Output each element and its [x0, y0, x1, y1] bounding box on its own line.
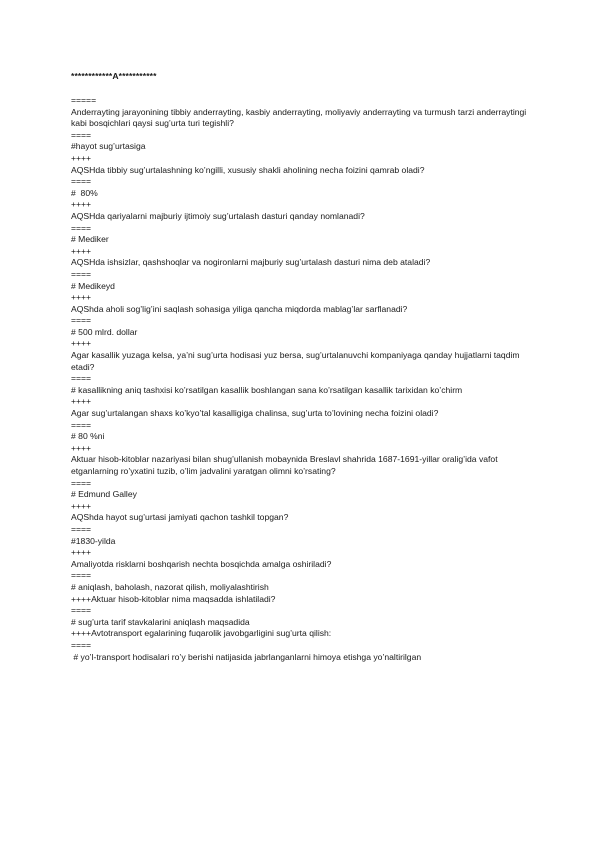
- answer-line: #hayot sug’urtasiga: [71, 141, 146, 152]
- separator-equals: ====: [71, 129, 92, 140]
- question-line: AQSHda qariyalarni majburiy ijtimoiy sug’urtalash dasturi qanday nomlanadi?: [71, 210, 365, 221]
- separator-plus: ++++: [71, 547, 92, 558]
- answer-line: # 80%: [71, 187, 98, 198]
- separator-equals: ====: [71, 373, 92, 384]
- separator-plus: ++++: [71, 292, 92, 303]
- separator-equals: ====: [71, 605, 92, 616]
- answer-line: # sug’urta tarif stavkalarini aniqlash maqsadida: [71, 616, 250, 627]
- question-line: Agar kasallik yuzaga kelsa, ya’ni sug’urta hodisasi yuz bersa, sug’urtalanuvchi kompaniyaga qanday hujjatlarni taqdim etadi?: [71, 350, 522, 372]
- separator-equals: ====: [71, 222, 92, 233]
- answer-line: # 500 mlrd. dollar: [71, 326, 138, 337]
- separator-plus: ++++: [71, 500, 92, 511]
- separator-plus: ++++: [71, 338, 92, 349]
- separator-equals: ====: [71, 477, 92, 488]
- answer-line: # 80 %ni: [71, 431, 105, 442]
- separator-equals: ====: [71, 419, 92, 430]
- separator-equals: ====: [71, 315, 92, 326]
- answer-line: #1830-yilda: [71, 535, 116, 546]
- separator-equals: ====: [71, 268, 92, 279]
- question-line: Anderrayting jarayonining tibbiy anderrayting, kasbiy anderrayting, moliyaviy anderrayting va turmush tarzi anderraytingi kabi bosqichlari qaysi sug’urta turi tegishli?: [71, 106, 529, 129]
- separator-plus: ++++: [71, 152, 92, 163]
- separator-equals: ====: [71, 570, 92, 581]
- question-line: AQSHda ishsizlar, qashshoqlar va nogironlarni majburiy sug’urtalash dasturi nima deb ataladi?: [71, 257, 431, 268]
- question-list: [71, 95, 531, 663]
- question-line: AQShda aholi sog’lig’ini saqlash sohasiga yiliga qancha miqdorda mablag’lar sarflanadi?: [71, 303, 408, 314]
- separator-equals: =====: [71, 95, 97, 105]
- question-line: AQSHda tibbiy sug’urtalashning ko’ngilli, xususiy shakli aholining necha foizini qamrab oladi?: [71, 164, 425, 175]
- separator-equals: ====: [71, 639, 92, 650]
- answer-line: # kasallikning aniq tashxisi ko’rsatilgan kasallik boshlangan sana ko’rsatilgan kasallik tarixidan ko’chirm: [71, 384, 463, 395]
- answer-line: # aniqlash, baholash, nazorat qilish, moliyalashtirish: [71, 581, 269, 592]
- document-heading: ************A***********: [71, 71, 157, 81]
- question-line: AQShda hayot sug’urtasi jamiyati qachon tashkil topgan?: [71, 512, 289, 523]
- separator-plus: ++++: [71, 396, 92, 407]
- question-line: ++++Avtotransport egalarining fuqarolik javobgarligini sug’urta qilish:: [71, 628, 332, 639]
- question-line: Agar sug’urtalangan shaxs ko’kyo’tal kasalligiga chalinsa, sug’urta to’lovining necha foizini oladi?: [71, 408, 439, 419]
- question-line: Amaliyotda risklarni boshqarish nechta bosqichda amalga oshiriladi?: [71, 558, 332, 569]
- answer-line: # yo’l-transport hodisalari ro’y berishi natijasida jabrlanganlarni himoya etishga yo’naltirilgan: [71, 651, 422, 662]
- document-page: [71, 70, 531, 663]
- answer-line: # Edmund Galley: [71, 489, 137, 500]
- answer-line: # Mediker: [71, 234, 109, 245]
- separator-plus: ++++: [71, 245, 92, 256]
- separator-plus: ++++: [71, 442, 92, 453]
- separator-equals: ====: [71, 176, 92, 187]
- separator-equals: ====: [71, 523, 92, 534]
- question-line: Aktuar hisob-kitoblar nazariyasi bilan shug’ullanish mobaynida Breslavl shahrida 1687-1691-yillar oralig’ida vafot etganlarning ro’yxatini tuzib, o’lim jadvalini yaratgan olimni ko’rsating?: [71, 454, 500, 476]
- question-line: ++++Aktuar hisob-kitoblar nima maqsadda ishlatiladi?: [71, 593, 276, 604]
- separator-plus: ++++: [71, 199, 92, 210]
- answer-line: # Medikeyd: [71, 280, 115, 291]
